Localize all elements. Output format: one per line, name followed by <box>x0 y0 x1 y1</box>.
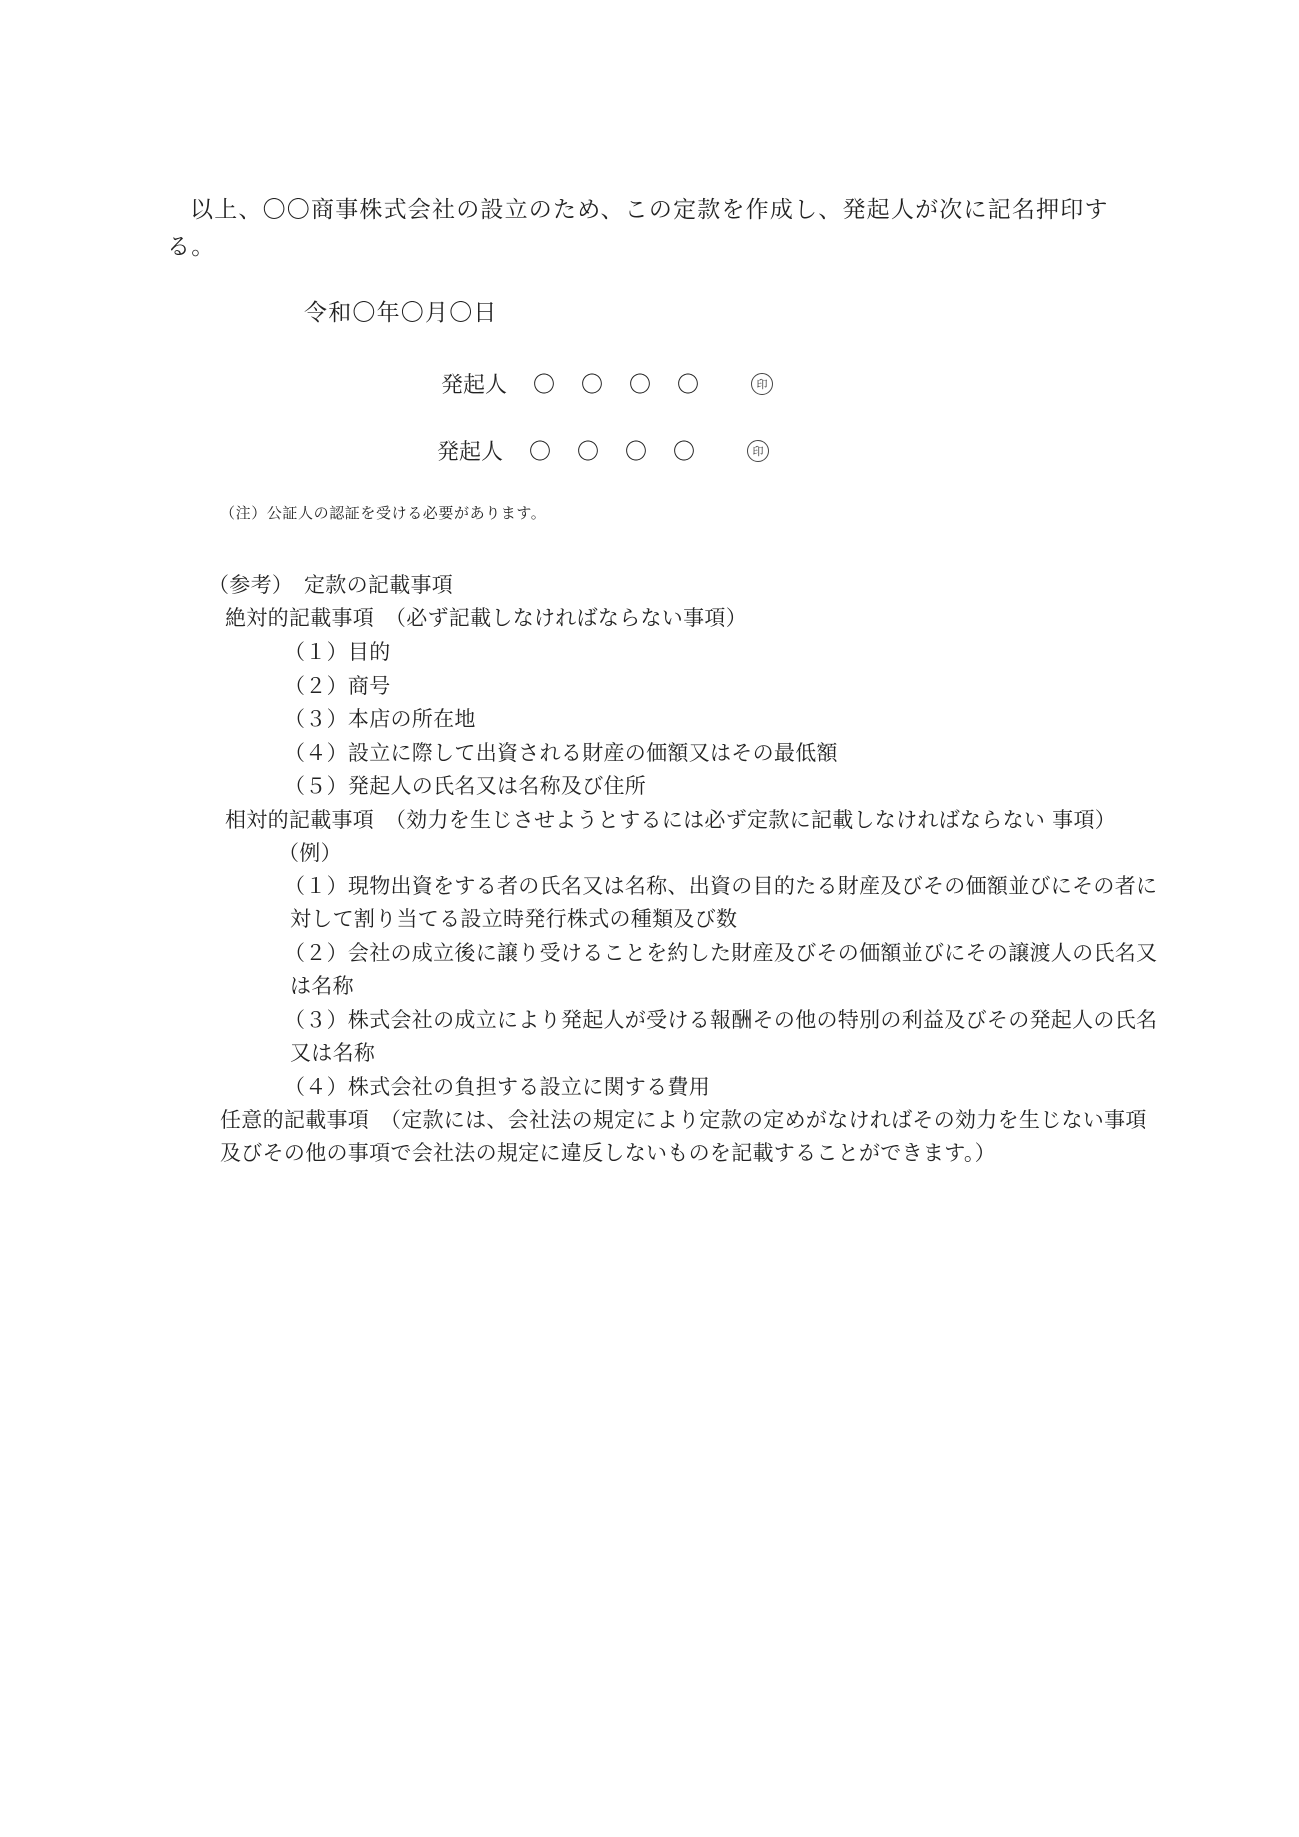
promoter-label: 発起人 <box>441 373 508 398</box>
relative-item: （４）株式会社の負担する設立に関する費用 <box>284 1075 710 1099</box>
date-line: 令和〇年〇月〇日 <box>304 300 498 326</box>
promoter-label: 発起人 <box>437 440 504 465</box>
promoter-name-placeholder <box>529 435 721 466</box>
name-circle: 〇 <box>533 373 556 398</box>
name-circle: 〇 <box>625 440 648 465</box>
relative-item: （２）会社の成立後に譲り受けることを約した財産及びその価額並びにその譲渡人の氏名又 <box>284 941 1158 965</box>
note-text: （注）公証人の認証を受ける必要があります。 <box>220 504 547 522</box>
relative-item: （３）株式会社の成立により発起人が受ける報酬その他の特別の利益及びその発起人の氏名 <box>284 1008 1158 1032</box>
name-circle: 〇 <box>581 373 604 398</box>
reference-heading: （参考） 定款の記載事項 <box>208 573 454 597</box>
name-circle: 〇 <box>629 373 652 398</box>
name-circle: 〇 <box>677 373 700 398</box>
promoter-row-2 <box>437 435 769 466</box>
name-circle: 〇 <box>673 440 696 465</box>
absolute-item: （２）商号 <box>284 674 391 698</box>
relative-item-continued: 又は名称 <box>290 1041 376 1065</box>
absolute-items-title: 絶対的記載事項 （必ず記載しなければならない事項） <box>225 606 747 630</box>
name-circle: 〇 <box>577 440 600 465</box>
absolute-item: （３）本店の所在地 <box>284 707 476 731</box>
closing-line-2: る。 <box>167 234 216 260</box>
optional-items-line-1: 任意的記載事項 （定款には、会社法の規定により定款の定めがなければその効力を生じない事項 <box>220 1108 1147 1132</box>
relative-item: （１）現物出資をする者の氏名又は名称、出資の目的たる財産及びその価額並びにその者に <box>284 874 1158 898</box>
relative-example-label: （例） <box>278 841 342 865</box>
seal-icon: 印 <box>747 440 769 462</box>
absolute-item: （５）発起人の氏名又は名称及び住所 <box>284 774 647 798</box>
relative-item-continued: 対して割り当てる設立時発行株式の種類及び数 <box>290 907 738 931</box>
absolute-item: （４）設立に際して出資される財産の価額又はその最低額 <box>284 741 838 765</box>
absolute-item: （１）目的 <box>284 640 391 664</box>
name-circle: 〇 <box>529 440 552 465</box>
seal-icon: 印 <box>751 373 773 395</box>
promoter-name-placeholder <box>533 368 725 399</box>
optional-items-line-2: 及びその他の事項で会社法の規定に違反しないものを記載することができます。） <box>220 1141 996 1165</box>
promoter-row-1 <box>441 368 773 399</box>
relative-item-continued: は名称 <box>290 974 354 998</box>
closing-line-1: 以上、〇〇商事株式会社の設立のため、この定款を作成し、発起人が次に記名押印す <box>190 197 1109 223</box>
relative-items-title: 相対的記載事項 （効力を生じさせようとするには必ず定款に記載しなければならない 事項） <box>225 808 1117 832</box>
